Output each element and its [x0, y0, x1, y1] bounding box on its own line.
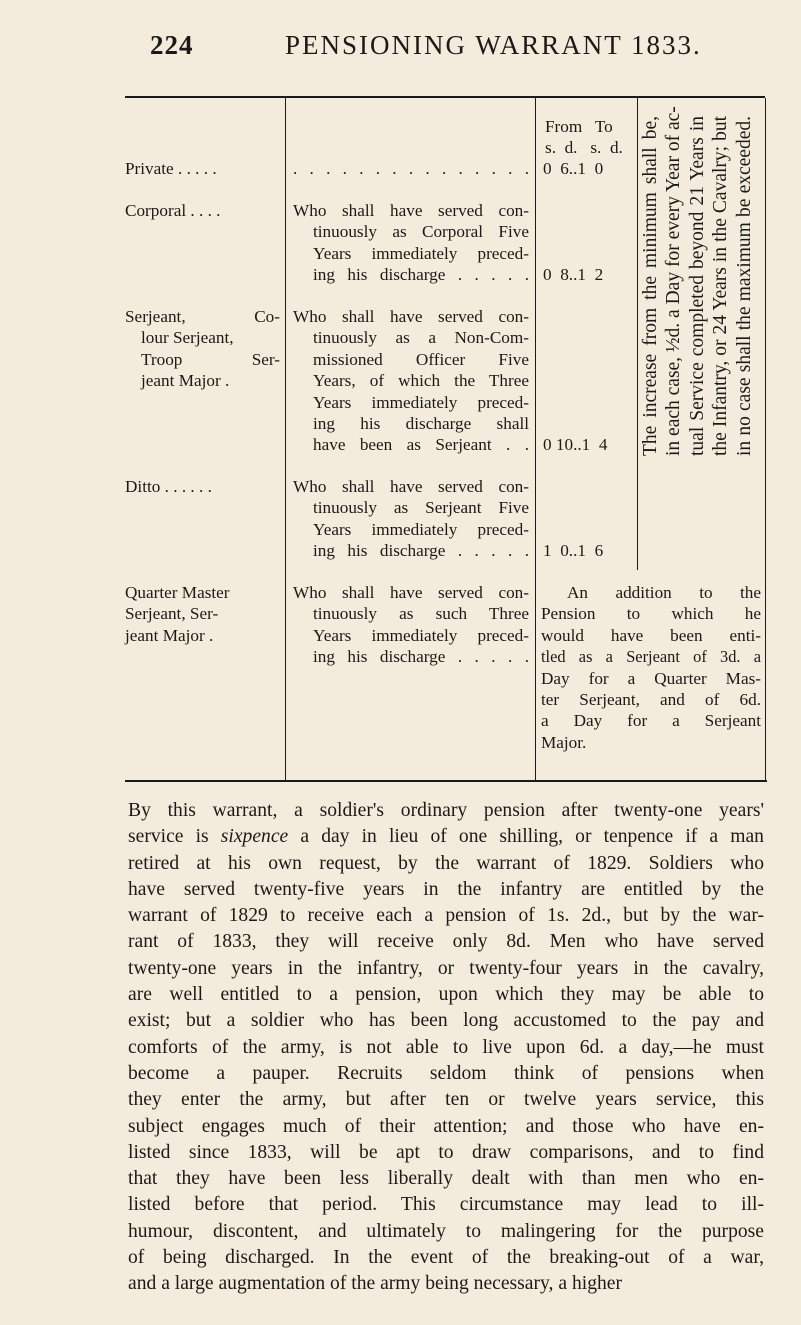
condition-line: ing his discharge . . . . . [313, 647, 529, 667]
rank-line: jeant Major . [125, 625, 214, 645]
rank-line: Private . . . . . [125, 159, 217, 178]
column-divider [637, 98, 638, 570]
condition-line: tinuously as a Non-Com- [313, 328, 529, 348]
condition-line: Years immediately preced- [313, 392, 529, 412]
rank-quarter-master [125, 582, 280, 646]
condition-quarter-master [293, 582, 529, 668]
condition-line: . . . . . . . . . . . . . . . [293, 159, 529, 178]
emphasis-sixpence: sixpence [220, 826, 289, 848]
rank-line: jeant Major . [141, 371, 230, 391]
rate-note-line: ter Serjeant, and of 6d. [541, 690, 761, 710]
condition-line: Years, of which the Three [313, 371, 529, 391]
table-top-rule [125, 96, 765, 98]
rank-line: Serjeant, Ser- [125, 604, 219, 624]
body-line: and a large augmentation of the army being necessary, a higher [128, 1273, 623, 1295]
rate-note-line: a Day for a Serjeant [541, 711, 761, 731]
condition-line: Years immediately preced- [313, 243, 529, 263]
condition-line: Who shall have served con- [293, 583, 529, 602]
body-line: have served twenty-five years in the infantry are entitled by the [128, 878, 764, 900]
rate-private: 0 6..1 0 [543, 159, 604, 178]
rank-ditto [125, 476, 280, 497]
body-line: that they have been less liberally dealt with than men who en- [128, 1168, 764, 1190]
rank-serjeant [125, 306, 280, 392]
condition-line: tinuously as Corporal Five [313, 222, 529, 242]
condition-private [293, 158, 529, 179]
rate-note-line: Day for a Quarter Mas- [541, 668, 761, 688]
body-line: twenty-one years in the infantry, or twenty-four years in the cavalry, [128, 957, 764, 979]
page-number: 224 [150, 30, 194, 60]
body-line: exist; but a soldier who has been long accustomed to the pay and [128, 1010, 764, 1032]
condition-ditto [293, 476, 529, 562]
condition-line: tinuously as such Three [313, 604, 529, 624]
body-line: listed since 1833, will be apt to draw comparisons, and to find [128, 1141, 764, 1163]
rank-line: Ditto . . . . . . [125, 477, 212, 496]
body-text-run: a day in lieu of one shilling, or tenpence if a man [288, 826, 764, 848]
rate-note-line: Pension to which he [541, 604, 761, 624]
condition-line: Years immediately preced- [313, 519, 529, 539]
body-line: become a pauper. Recruits seldom think of pensions when [128, 1062, 764, 1084]
condition-line: Years immediately preced- [313, 625, 529, 645]
rank-line: Corporal . . . . [125, 201, 221, 220]
condition-line: Who shall have served con- [293, 477, 529, 496]
body-text-run: service is [128, 826, 221, 848]
body-line: warrant of 1829 to receive each a pension of 1s. 2d., but by the war- [128, 905, 764, 927]
condition-corporal [293, 200, 529, 286]
side-note-line: tual Service completed beyond 21 Years in [686, 116, 708, 456]
body-line [128, 824, 764, 850]
body-line: they enter the army, but after ten or twelve years service, this [128, 1089, 764, 1111]
rate-note-quarter-master [541, 582, 761, 753]
body-line: comforts of the army, is not able to live upon 6d. a day,—he must [128, 1036, 764, 1058]
rate-note-line: would have been enti- [541, 625, 761, 645]
rank-line: Serjeant, Co- [125, 307, 280, 326]
rate-note-line: tled as a Serjeant of 3d. a [541, 647, 761, 667]
body-line: By this warrant, a soldier's ordinary pension after twenty-one years' [128, 800, 764, 821]
rate-header-from-to: From To [545, 117, 613, 136]
side-note-line: in each case, ½d. a Day for every Year of ac- [663, 106, 685, 456]
rank-corporal [125, 200, 280, 221]
condition-line: Who shall have served con- [293, 201, 529, 220]
column-divider [285, 98, 286, 780]
rate-serjeant: 0 10..1 4 [543, 435, 608, 454]
condition-line: tinuously as Serjeant Five [313, 498, 529, 518]
body-line: humour, discontent, and ultimately to malingering for the purpose [128, 1220, 764, 1242]
rate-header-units: s. d. s. d. [545, 138, 623, 157]
condition-line: Who shall have served con- [293, 307, 529, 326]
rate-ditto: 1 0..1 6 [543, 541, 604, 560]
pension-rate-table [125, 96, 767, 784]
rank-private [125, 158, 280, 179]
condition-line: missioned Officer Five [313, 349, 529, 369]
page-header [0, 30, 801, 70]
running-title: PENSIONING WARRANT 1833. [285, 30, 702, 60]
condition-line: have been as Serjeant . . [313, 435, 529, 455]
condition-line: ing his discharge shall [313, 414, 529, 434]
side-note-line: The increase from the minimum shall be, [640, 116, 661, 456]
rate-note-line: An addition to the [567, 583, 761, 602]
rate-corporal: 0 8..1 2 [543, 265, 604, 284]
column-divider [535, 98, 536, 780]
increase-side-note [639, 106, 759, 456]
rank-line: lour Serjeant, [141, 328, 234, 348]
body-line: are well entitled to a pension, upon which they may be able to [128, 984, 764, 1006]
condition-serjeant [293, 306, 529, 456]
rank-line: Quarter Master [125, 583, 230, 602]
body-line: retired at his own request, by the warrant of 1829. Soldiers who [128, 852, 764, 874]
table-bottom-rule [125, 780, 767, 782]
rate-note-line: Major. [541, 732, 587, 752]
column-divider [765, 98, 766, 780]
condition-line: ing his discharge . . . . . [313, 265, 529, 285]
rank-line: Troop Ser- [141, 349, 280, 369]
body-line: rant of 1833, they will receive only 8d. Men who have served [128, 931, 764, 953]
body-line: of being discharged. In the event of the breaking-out of a war, [128, 1247, 764, 1269]
body-line: subject engages much of their attention; and those who have en- [128, 1115, 764, 1137]
body-line: listed before that period. This circumstance may lead to ill- [128, 1194, 764, 1216]
side-note-line: in no case shall the maximum be exceeded. [733, 116, 755, 456]
body-paragraph [128, 798, 764, 1298]
condition-line: ing his discharge . . . . . [313, 541, 529, 561]
side-note-line: the Infantry, or 24 Years in the Cavalry; but [710, 116, 732, 456]
